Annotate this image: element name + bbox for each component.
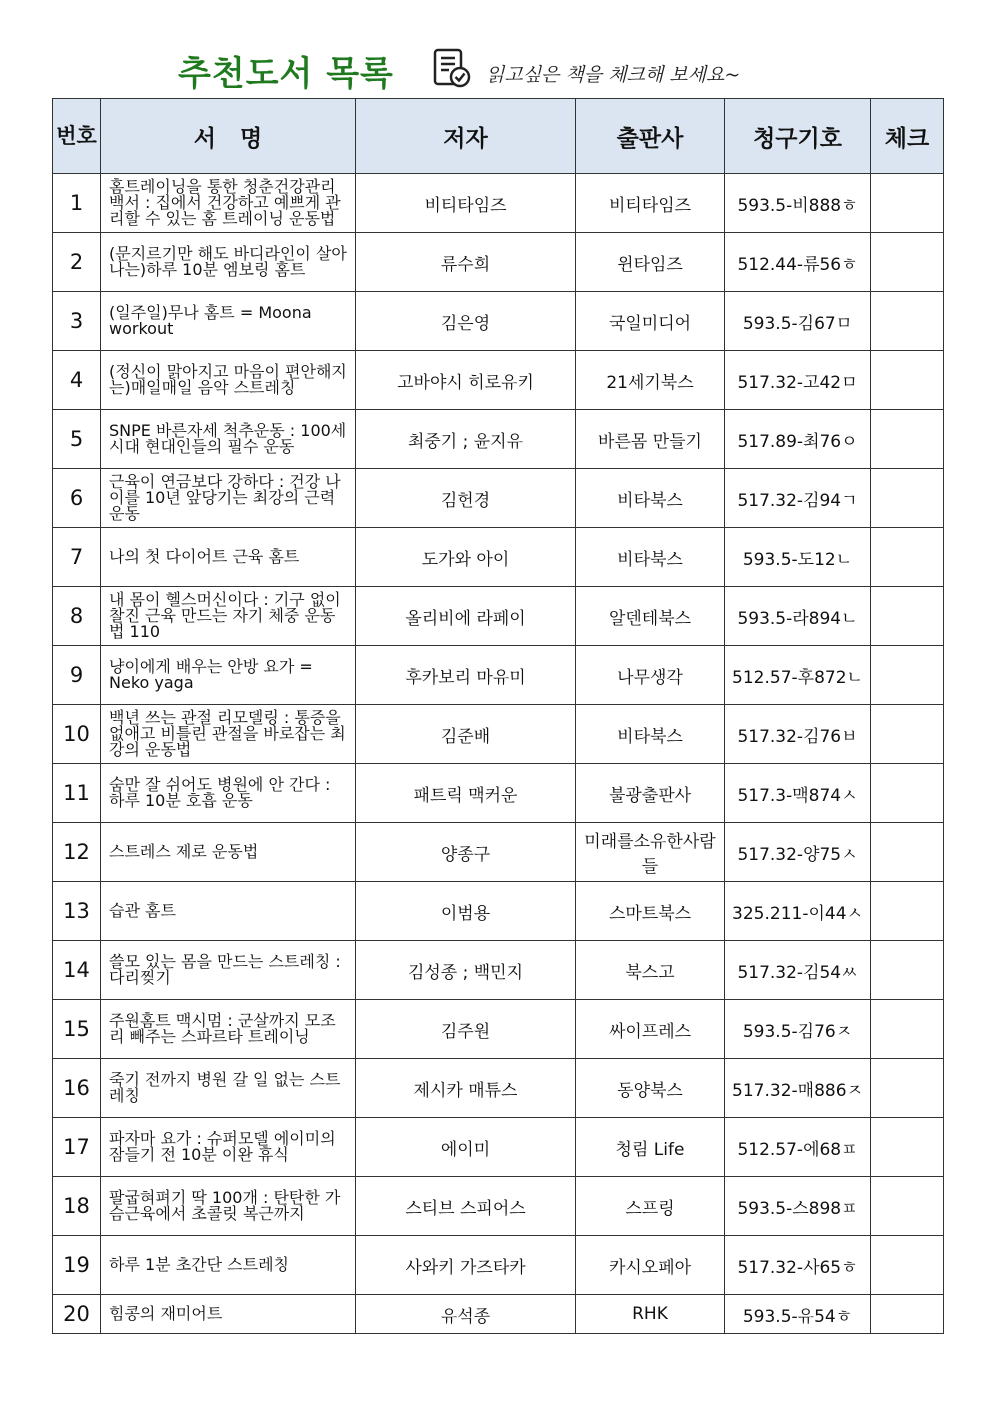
table-row bbox=[53, 1177, 944, 1236]
row-number: 16 bbox=[53, 1059, 101, 1118]
book-call-number: 517.32-고42ㅁ bbox=[725, 351, 871, 410]
check-cell[interactable] bbox=[871, 941, 944, 1000]
book-title: 내 몸이 헬스머신이다 : 기구 없이 찰진 근육 만드는 자기 체중 운동법 110 bbox=[101, 587, 356, 646]
book-author: 류수희 bbox=[356, 233, 576, 292]
book-title: 근육이 연금보다 강하다 : 건강 나이를 10년 앞당기는 최강의 근력 운동 bbox=[101, 469, 356, 528]
book-publisher: 윈타임즈 bbox=[576, 233, 725, 292]
table-row bbox=[53, 1118, 944, 1177]
book-call-number: 517.89-최76ㅇ bbox=[725, 410, 871, 469]
book-publisher: 알덴테북스 bbox=[576, 587, 725, 646]
book-author: 양종구 bbox=[356, 823, 576, 882]
book-publisher: 동양북스 bbox=[576, 1059, 725, 1118]
check-cell[interactable] bbox=[871, 646, 944, 705]
table-row bbox=[53, 528, 944, 587]
book-author: 최중기 ; 윤지유 bbox=[356, 410, 576, 469]
book-call-number: 517.3-맥874ㅅ bbox=[725, 764, 871, 823]
book-title: SNPE 바른자세 척추운동 : 100세 시대 현대인들의 필수 운동 bbox=[101, 410, 356, 469]
column-header-author: 저자 bbox=[356, 99, 576, 174]
book-author: 올리비에 라페이 bbox=[356, 587, 576, 646]
table-row bbox=[53, 1236, 944, 1295]
recommended-books-table bbox=[52, 98, 944, 1334]
table-row bbox=[53, 233, 944, 292]
book-call-number: 512.57-후872ㄴ bbox=[725, 646, 871, 705]
book-publisher: 카시오페아 bbox=[576, 1236, 725, 1295]
row-number: 6 bbox=[53, 469, 101, 528]
row-number: 15 bbox=[53, 1000, 101, 1059]
book-publisher: 국일미디어 bbox=[576, 292, 725, 351]
check-cell[interactable] bbox=[871, 528, 944, 587]
table-row bbox=[53, 351, 944, 410]
row-number: 11 bbox=[53, 764, 101, 823]
book-author: 도가와 아이 bbox=[356, 528, 576, 587]
table-row bbox=[53, 764, 944, 823]
book-call-number: 593.5-도12ㄴ bbox=[725, 528, 871, 587]
book-author: 이범용 bbox=[356, 882, 576, 941]
row-number: 5 bbox=[53, 410, 101, 469]
book-publisher: 청림 Life bbox=[576, 1118, 725, 1177]
row-number: 7 bbox=[53, 528, 101, 587]
book-publisher: 비타북스 bbox=[576, 705, 725, 764]
row-number: 2 bbox=[53, 233, 101, 292]
check-cell[interactable] bbox=[871, 469, 944, 528]
check-cell[interactable] bbox=[871, 823, 944, 882]
book-publisher: 스프링 bbox=[576, 1177, 725, 1236]
table-header-row bbox=[53, 99, 944, 174]
book-author: 김은영 bbox=[356, 292, 576, 351]
row-number: 17 bbox=[53, 1118, 101, 1177]
book-author: 제시카 매튜스 bbox=[356, 1059, 576, 1118]
book-author: 김주원 bbox=[356, 1000, 576, 1059]
book-title: 하루 1분 초간단 스트레칭 bbox=[101, 1236, 356, 1295]
table-row bbox=[53, 882, 944, 941]
book-author: 김헌경 bbox=[356, 469, 576, 528]
row-number: 3 bbox=[53, 292, 101, 351]
book-title: 홈트레이닝을 통한 청춘건강관리백서 : 집에서 건강하고 예쁘게 관리할 수 있는 홈 트레이닝 운동법 bbox=[101, 174, 356, 233]
table-row bbox=[53, 1295, 944, 1334]
page-title: 추천도서 목록 bbox=[178, 54, 394, 94]
book-call-number: 325.211-이44ㅅ bbox=[725, 882, 871, 941]
book-call-number: 593.5-김67ㅁ bbox=[725, 292, 871, 351]
book-author: 에이미 bbox=[356, 1118, 576, 1177]
check-cell[interactable] bbox=[871, 587, 944, 646]
check-cell[interactable] bbox=[871, 1059, 944, 1118]
column-header-call-number: 청구기호 bbox=[725, 99, 871, 174]
check-cell[interactable] bbox=[871, 1295, 944, 1334]
row-number: 1 bbox=[53, 174, 101, 233]
row-number: 12 bbox=[53, 823, 101, 882]
table-row bbox=[53, 410, 944, 469]
check-cell[interactable] bbox=[871, 1236, 944, 1295]
check-cell[interactable] bbox=[871, 764, 944, 823]
book-call-number: 593.5-라894ㄴ bbox=[725, 587, 871, 646]
row-number: 4 bbox=[53, 351, 101, 410]
row-number: 13 bbox=[53, 882, 101, 941]
row-number: 19 bbox=[53, 1236, 101, 1295]
book-publisher: 스마트북스 bbox=[576, 882, 725, 941]
book-call-number: 517.32-매886ㅈ bbox=[725, 1059, 871, 1118]
book-title: 힘콩의 재미어트 bbox=[101, 1295, 356, 1334]
table-row bbox=[53, 823, 944, 882]
table-row bbox=[53, 646, 944, 705]
book-author: 고바야시 히로유키 bbox=[356, 351, 576, 410]
book-publisher: 싸이프레스 bbox=[576, 1000, 725, 1059]
book-call-number: 517.32-김54ㅆ bbox=[725, 941, 871, 1000]
book-publisher: 비타북스 bbox=[576, 528, 725, 587]
book-call-number: 512.57-에68ㅍ bbox=[725, 1118, 871, 1177]
book-author: 김성종 ; 백민지 bbox=[356, 941, 576, 1000]
book-author: 패트릭 맥커운 bbox=[356, 764, 576, 823]
page-subtitle: 읽고싶은 책을 체크해 보세요~ bbox=[486, 64, 741, 86]
page-header bbox=[0, 40, 992, 100]
book-publisher: 21세기북스 bbox=[576, 351, 725, 410]
check-cell[interactable] bbox=[871, 705, 944, 764]
book-title: (문지르기만 해도 바디라인이 살아나는)하루 10분 엠보링 홈트 bbox=[101, 233, 356, 292]
book-author: 유석종 bbox=[356, 1295, 576, 1334]
check-cell[interactable] bbox=[871, 1177, 944, 1236]
check-cell[interactable] bbox=[871, 233, 944, 292]
table-row bbox=[53, 587, 944, 646]
book-call-number: 593.5-스898ㅍ bbox=[725, 1177, 871, 1236]
book-publisher: 비티타임즈 bbox=[576, 174, 725, 233]
table-row bbox=[53, 292, 944, 351]
table-row bbox=[53, 705, 944, 764]
book-title: 파자마 요가 : 슈퍼모델 에이미의 잠들기 전 10분 이완 휴식 bbox=[101, 1118, 356, 1177]
book-call-number: 512.44-류56ㅎ bbox=[725, 233, 871, 292]
book-title: 팔굽혀펴기 딱 100개 : 탄탄한 가슴근육에서 초콜릿 복근까지 bbox=[101, 1177, 356, 1236]
book-publisher: RHK bbox=[576, 1295, 725, 1334]
book-author: 스티브 스피어스 bbox=[356, 1177, 576, 1236]
book-title: 습관 홈트 bbox=[101, 882, 356, 941]
book-title: (정신이 맑아지고 마음이 편안해지는)매일매일 음악 스트레칭 bbox=[101, 351, 356, 410]
check-cell[interactable] bbox=[871, 351, 944, 410]
book-publisher: 불광출판사 bbox=[576, 764, 725, 823]
book-publisher: 바른몸 만들기 bbox=[576, 410, 725, 469]
check-cell[interactable] bbox=[871, 882, 944, 941]
book-publisher: 북스고 bbox=[576, 941, 725, 1000]
table-row bbox=[53, 941, 944, 1000]
row-number: 9 bbox=[53, 646, 101, 705]
row-number: 20 bbox=[53, 1295, 101, 1334]
book-call-number: 593.5-비888ㅎ bbox=[725, 174, 871, 233]
book-publisher: 미래를소유한사람들 bbox=[576, 823, 725, 882]
table-row bbox=[53, 174, 944, 233]
book-call-number: 517.32-사65ㅎ bbox=[725, 1236, 871, 1295]
book-call-number: 517.32-김76ㅂ bbox=[725, 705, 871, 764]
book-title: 나의 첫 다이어트 근육 홈트 bbox=[101, 528, 356, 587]
check-cell[interactable] bbox=[871, 292, 944, 351]
table-row bbox=[53, 1000, 944, 1059]
check-cell[interactable] bbox=[871, 1000, 944, 1059]
book-title: 숨만 잘 쉬어도 병원에 안 간다 : 하루 10분 호흡 운동 bbox=[101, 764, 356, 823]
check-cell[interactable] bbox=[871, 410, 944, 469]
check-cell[interactable] bbox=[871, 1118, 944, 1177]
book-title: (일주일)무나 홈트 = Moona workout bbox=[101, 292, 356, 351]
check-cell[interactable] bbox=[871, 174, 944, 233]
book-publisher: 비타북스 bbox=[576, 469, 725, 528]
book-call-number: 517.32-양75ㅅ bbox=[725, 823, 871, 882]
book-title: 주원홈트 맥시멈 : 군살까지 모조리 빼주는 스파르타 트레이닝 bbox=[101, 1000, 356, 1059]
book-call-number: 593.5-김76ㅈ bbox=[725, 1000, 871, 1059]
column-header-publisher: 출판사 bbox=[576, 99, 725, 174]
column-header-check: 체크 bbox=[871, 99, 944, 174]
book-title: 쓸모 있는 몸을 만드는 스트레칭 : 다리찢기 bbox=[101, 941, 356, 1000]
book-author: 후카보리 마유미 bbox=[356, 646, 576, 705]
book-title: 냥이에게 배우는 안방 요가 = Neko yaga bbox=[101, 646, 356, 705]
book-author: 사와키 가즈타카 bbox=[356, 1236, 576, 1295]
table-row bbox=[53, 1059, 944, 1118]
row-number: 14 bbox=[53, 941, 101, 1000]
book-title: 죽기 전까지 병원 갈 일 없는 스트레칭 bbox=[101, 1059, 356, 1118]
book-call-number: 593.5-유54ㅎ bbox=[725, 1295, 871, 1334]
book-publisher: 나무생각 bbox=[576, 646, 725, 705]
book-title: 백년 쓰는 관절 리모델링 : 통증을 없애고 비틀린 관절을 바로잡는 최강의 운동법 bbox=[101, 705, 356, 764]
row-number: 10 bbox=[53, 705, 101, 764]
table-row bbox=[53, 469, 944, 528]
row-number: 18 bbox=[53, 1177, 101, 1236]
row-number: 8 bbox=[53, 587, 101, 646]
book-author: 비티타임즈 bbox=[356, 174, 576, 233]
book-author: 김준배 bbox=[356, 705, 576, 764]
book-title: 스트레스 제로 운동법 bbox=[101, 823, 356, 882]
checklist-document-icon bbox=[432, 48, 472, 88]
column-header-no: 번호 bbox=[53, 99, 101, 174]
book-call-number: 517.32-김94ㄱ bbox=[725, 469, 871, 528]
column-header-title: 서 명 bbox=[101, 99, 356, 174]
